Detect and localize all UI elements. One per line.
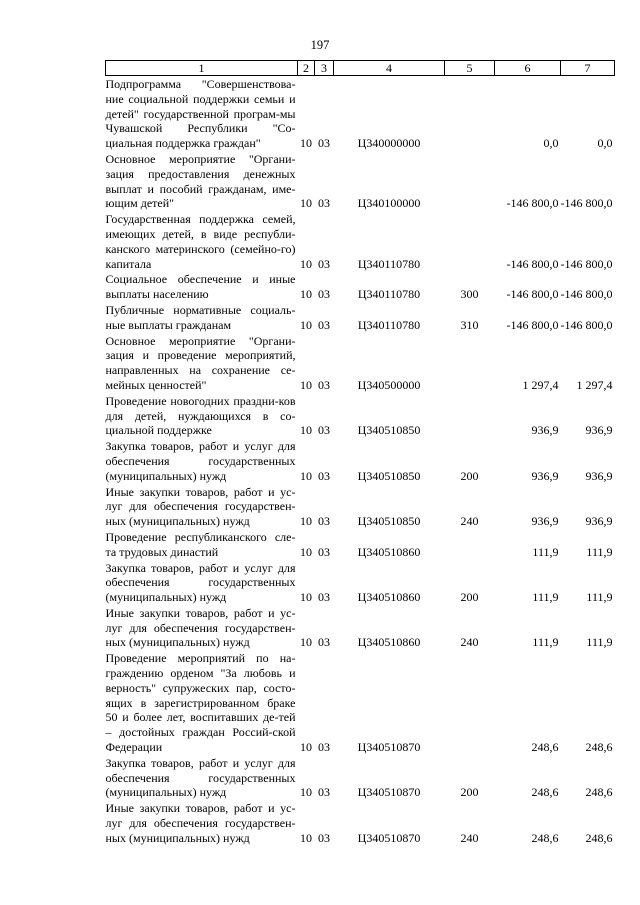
cell-expense-type: 300 bbox=[460, 287, 479, 302]
cell-amount-col6: -146 800,0 bbox=[506, 317, 559, 332]
cell-target-article: Ц340110780 bbox=[357, 287, 421, 302]
cell-name: Основное мероприятие "Органи-зация и проведение мероприятий, направленных на сохранение се-мейных ценностей" bbox=[105, 333, 296, 392]
table-row bbox=[106, 333, 615, 393]
cell-amount-col6: 0,0 bbox=[543, 136, 559, 151]
cell-section: 10 bbox=[300, 196, 312, 211]
table-row bbox=[106, 302, 615, 333]
cell-amount-col6: -146 800,0 bbox=[506, 287, 559, 302]
cell-amount-col6: 248,6 bbox=[531, 830, 559, 845]
cell-amount-col7: 111,9 bbox=[586, 590, 613, 605]
cell-expense-type bbox=[445, 333, 495, 393]
cell-target-article: Ц340510850 bbox=[357, 468, 421, 483]
cell-subsection: 03 bbox=[318, 136, 330, 151]
cell-amount-col6: 248,6 bbox=[531, 740, 559, 755]
cell-section: 10 bbox=[300, 740, 312, 755]
cell-amount-col7: 936,9 bbox=[585, 468, 613, 483]
cell-name: Проведение новогодних праздни-ков для детей, нуждающихся в со-циальной поддержке bbox=[105, 393, 296, 438]
cell-subsection: 03 bbox=[318, 544, 330, 559]
cell-expense-type: 310 bbox=[460, 317, 479, 332]
cell-target-article: Ц340100000 bbox=[357, 196, 421, 211]
table-body bbox=[106, 76, 615, 846]
cell-amount-col7: 248,6 bbox=[585, 785, 613, 800]
cell-target-article: Ц340510870 bbox=[357, 785, 421, 800]
cell-name: Иные закупки товаров, работ и ус-луг для обеспечения государствен-ных (муниципальных) нужд bbox=[105, 801, 296, 845]
cell-name: Проведение республиканского сле-та трудовых династий bbox=[105, 529, 296, 559]
cell-name: Основное мероприятие "Органи-зация предоставления денежных выплат и пособий гражданам, име-ющим детей" bbox=[105, 151, 296, 211]
cell-expense-type bbox=[445, 650, 495, 755]
table-row bbox=[106, 211, 615, 271]
cell-expense-type bbox=[445, 529, 495, 560]
header-col-7: 7 bbox=[561, 61, 615, 76]
cell-section: 10 bbox=[300, 544, 312, 559]
header-col-3: 3 bbox=[315, 61, 334, 76]
cell-amount-col6: 936,9 bbox=[531, 468, 559, 483]
table-row bbox=[106, 560, 615, 605]
table-row bbox=[106, 151, 615, 211]
cell-expense-type bbox=[445, 393, 495, 438]
cell-section: 10 bbox=[300, 635, 312, 650]
cell-name: Социальное обеспечение и иные выплаты населению bbox=[105, 272, 296, 302]
cell-expense-type: 240 bbox=[460, 635, 479, 650]
cell-section: 10 bbox=[300, 590, 312, 605]
cell-subsection: 03 bbox=[318, 785, 330, 800]
cell-section: 10 bbox=[300, 830, 312, 845]
cell-name: Подпрограмма "Совершенствова-ние социальной поддержки семьи и детей" государственной програм-мы Чувашской Республики "Со-циальная поддержка граждан" bbox=[105, 77, 296, 151]
table-row bbox=[106, 484, 615, 529]
page-number: 197 bbox=[310, 38, 330, 52]
cell-section: 10 bbox=[300, 317, 312, 332]
cell-section: 10 bbox=[300, 514, 312, 529]
cell-section: 10 bbox=[300, 136, 312, 151]
table-row bbox=[106, 605, 615, 650]
cell-amount-col6: 936,9 bbox=[531, 423, 559, 438]
cell-amount-col7: 111,9 bbox=[586, 544, 613, 559]
header-col-6: 6 bbox=[495, 61, 561, 76]
cell-name: Закупка товаров, работ и услуг для обеспечения государственных (муниципальных) нужд bbox=[105, 439, 296, 483]
cell-section: 10 bbox=[300, 256, 312, 271]
budget-table bbox=[105, 60, 615, 846]
cell-amount-col6: 111,9 bbox=[532, 635, 559, 650]
cell-amount-col7: 936,9 bbox=[585, 423, 613, 438]
cell-amount-col6: 936,9 bbox=[531, 514, 559, 529]
cell-target-article: Ц340510850 bbox=[357, 423, 421, 438]
header-col-1: 1 bbox=[106, 61, 298, 76]
cell-target-article: Ц340510870 bbox=[357, 740, 421, 755]
cell-amount-col7: -146 800,0 bbox=[560, 287, 613, 302]
table-row bbox=[106, 76, 615, 151]
cell-name: Иные закупки товаров, работ и ус-луг для обеспечения государствен-ных (муниципальных) нужд bbox=[105, 484, 296, 529]
cell-subsection: 03 bbox=[318, 740, 330, 755]
table-row bbox=[106, 393, 615, 438]
cell-amount-col6: 111,9 bbox=[532, 544, 559, 559]
cell-expense-type bbox=[445, 151, 495, 211]
cell-amount-col7: 248,6 bbox=[585, 830, 613, 845]
cell-amount-col6: -146 800,0 bbox=[506, 196, 559, 211]
cell-target-article: Ц340500000 bbox=[357, 377, 421, 392]
cell-expense-type: 200 bbox=[460, 590, 479, 605]
cell-subsection: 03 bbox=[318, 317, 330, 332]
cell-subsection: 03 bbox=[318, 514, 330, 529]
cell-target-article: Ц340110780 bbox=[357, 256, 421, 271]
cell-subsection: 03 bbox=[318, 423, 330, 438]
table-row bbox=[106, 438, 615, 483]
cell-expense-type: 200 bbox=[460, 785, 479, 800]
cell-expense-type: 200 bbox=[460, 468, 479, 483]
cell-section: 10 bbox=[300, 287, 312, 302]
cell-name: Закупка товаров, работ и услуг для обеспечения государственных (муниципальных) нужд bbox=[105, 560, 296, 605]
header-row bbox=[106, 61, 615, 76]
cell-target-article: Ц340510860 bbox=[357, 635, 421, 650]
table-row bbox=[106, 755, 615, 800]
cell-amount-col7: -146 800,0 bbox=[560, 317, 613, 332]
cell-amount-col7: 936,9 bbox=[585, 514, 613, 529]
cell-target-article: Ц340510850 bbox=[357, 514, 421, 529]
cell-name: Закупка товаров, работ и услуг для обеспечения государственных (муниципальных) нужд bbox=[105, 755, 296, 800]
table-row bbox=[106, 800, 615, 845]
cell-section: 10 bbox=[300, 468, 312, 483]
cell-subsection: 03 bbox=[318, 287, 330, 302]
cell-subsection: 03 bbox=[318, 196, 330, 211]
cell-subsection: 03 bbox=[318, 830, 330, 845]
cell-subsection: 03 bbox=[318, 590, 330, 605]
cell-amount-col6: 1 297,4 bbox=[522, 377, 559, 392]
cell-name: Публичные нормативные социаль-ные выплаты гражданам bbox=[105, 302, 296, 332]
cell-target-article: Ц340110780 bbox=[357, 317, 421, 332]
table-row bbox=[106, 271, 615, 302]
cell-amount-col7: -146 800,0 bbox=[560, 196, 613, 211]
cell-expense-type bbox=[445, 76, 495, 151]
cell-amount-col7: 0,0 bbox=[597, 136, 613, 151]
cell-subsection: 03 bbox=[318, 256, 330, 271]
cell-amount-col6: 248,6 bbox=[531, 785, 559, 800]
cell-name: Проведение мероприятий по на-граждению орденом "За любовь и верность" супружеских пар, состо-ящих в зарегистрированном браке 50 и более лет, воспитавших де-тей – достойных граждан Россий-ской Федерации bbox=[105, 651, 296, 755]
cell-expense-type: 240 bbox=[460, 514, 479, 529]
cell-section: 10 bbox=[300, 785, 312, 800]
cell-amount-col7: 1 297,4 bbox=[576, 377, 613, 392]
cell-subsection: 03 bbox=[318, 635, 330, 650]
cell-expense-type bbox=[445, 211, 495, 271]
cell-subsection: 03 bbox=[318, 377, 330, 392]
cell-expense-type: 240 bbox=[460, 830, 479, 845]
cell-target-article: Ц340000000 bbox=[357, 136, 421, 151]
header-col-4: 4 bbox=[334, 61, 445, 76]
cell-target-article: Ц340510870 bbox=[357, 830, 421, 845]
header-col-2: 2 bbox=[298, 61, 315, 76]
cell-amount-col7: -146 800,0 bbox=[560, 256, 613, 271]
cell-section: 10 bbox=[300, 377, 312, 392]
cell-subsection: 03 bbox=[318, 468, 330, 483]
cell-amount-col7: 111,9 bbox=[586, 635, 613, 650]
cell-name: Иные закупки товаров, работ и ус-луг для обеспечения государствен-ных (муниципальных) нужд bbox=[105, 605, 296, 650]
cell-section: 10 bbox=[300, 423, 312, 438]
cell-target-article: Ц340510860 bbox=[357, 590, 421, 605]
cell-target-article: Ц340510860 bbox=[357, 544, 421, 559]
cell-amount-col7: 248,6 bbox=[585, 740, 613, 755]
header-col-5: 5 bbox=[445, 61, 495, 76]
table-row bbox=[106, 650, 615, 755]
cell-name: Государственная поддержка семей, имеющих детей, в виде республи-канского материнского (семейно-го) капитала bbox=[105, 212, 296, 271]
table-row bbox=[106, 529, 615, 560]
cell-amount-col6: 111,9 bbox=[532, 590, 559, 605]
cell-amount-col6: -146 800,0 bbox=[506, 256, 559, 271]
